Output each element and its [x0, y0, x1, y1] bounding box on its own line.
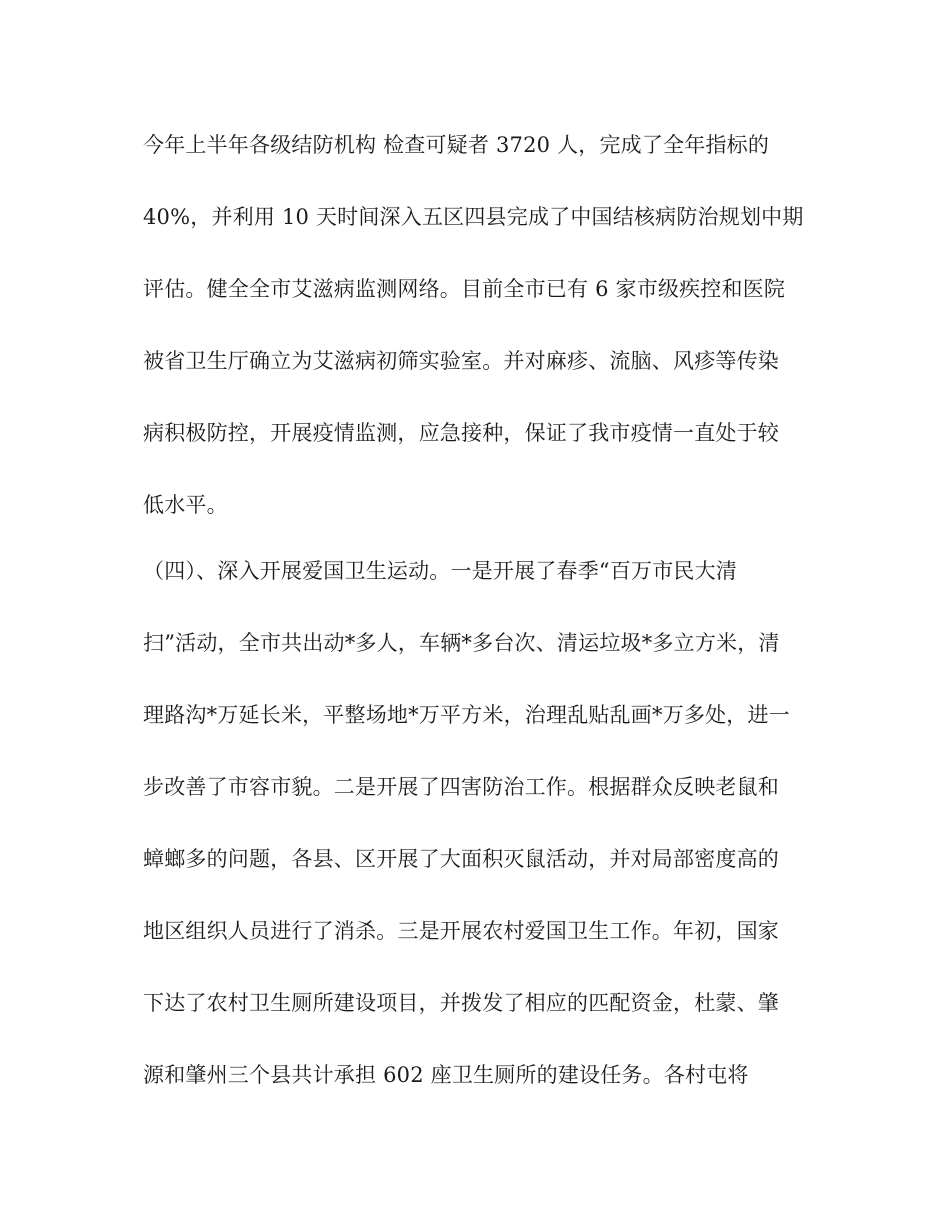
text-line: 低水平。: [143, 493, 228, 517]
text-line: 被省卫生厅确立为艾滋病初筛实验室。并对麻疹、流脑、风疹等传染: [143, 349, 779, 373]
text-line: 地区组织人员进行了消杀。三是开展农村爱国卫生工作。年初，国家: [143, 919, 779, 943]
text-line: 源和肇州三个县共计承担 602 座卫生厕所的建设任务。各村屯将: [143, 1063, 749, 1087]
text-line: 病积极防控，开展疫情监测，应急接种，保证了我市疫情一直处于较: [143, 421, 779, 445]
text-line: 今年上半年各级结防机构 检查可疑者 3720 人，完成了全年指标的: [143, 133, 770, 157]
text-line: 蟑螂多的问题，各县、区开展了大面积灭鼠活动，并对局部密度高的: [143, 847, 779, 871]
text-line: 评估。健全全市艾滋病监测网络。目前全市已有 6 家市级疾控和医院: [143, 277, 786, 301]
text-line: 理路沟*万延长米，平整场地*万平方米，治理乱贴乱画*万多处，进一: [143, 703, 790, 727]
text-line: 40%，并利用 10 天时间深入五区四县完成了中国结核病防治规划中期: [143, 205, 804, 229]
text-line: 步改善了市容市貌。二是开展了四害防治工作。根据群众反映老鼠和: [143, 775, 779, 799]
text-line: 扫”活动，全市共出动*多人，车辆*多台次、清运垃圾*多立方米，清: [143, 631, 780, 655]
text-line: 下达了农村卫生厕所建设项目，并拨发了相应的匹配资金，杜蒙、肇: [143, 991, 779, 1015]
section-heading-line: （四）、深入开展爱国卫生运动。一是开展了春季“百万市民大清: [143, 559, 738, 583]
